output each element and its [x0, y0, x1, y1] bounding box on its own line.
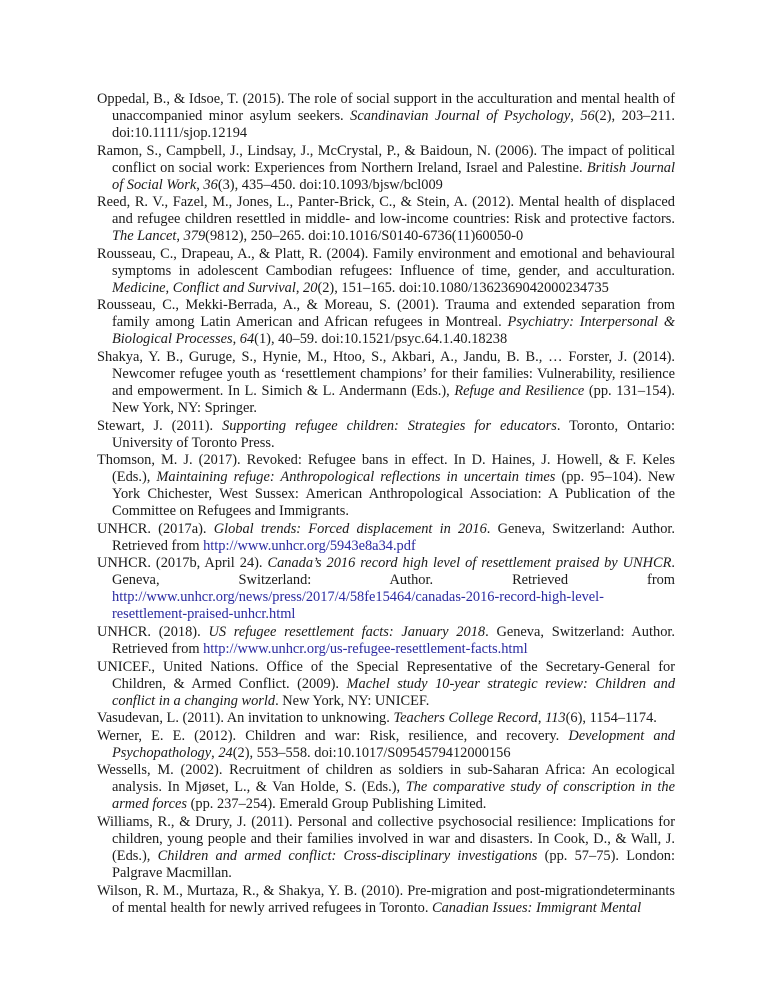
reference-text: ,	[570, 108, 581, 124]
reference-text: (9812), 250–265. doi:10.1016/S0140-6736(11)60050-0	[205, 228, 524, 245]
reference-text: Thomson, M. J. (2017). Revoked: Refugee bans in effect. In D. Haines, J. Howell, & F. Keles (Eds.),	[97, 452, 675, 486]
reference-italic-text: The comparative study of conscription in the armed forces	[112, 779, 675, 813]
reference-italic-text: 64	[239, 331, 255, 348]
reference-entry	[97, 452, 675, 520]
reference-text: (pp. 237–254). Emerald Group Publishing Limited.	[187, 796, 487, 813]
reference-text: UNHCR. (2017a).	[97, 520, 214, 537]
reference-text: ,	[176, 228, 184, 245]
reference-italic-text: 36	[203, 176, 218, 193]
reference-text: (3), 435–450. doi:10.1093/bjsw/bcl009	[217, 176, 443, 193]
reference-text: Stewart, J. (2011).	[97, 417, 223, 434]
reference-text: (2), 151–165. doi:10.1080/1362369042000234735	[317, 279, 609, 296]
reference-entry	[97, 521, 675, 555]
reference-italic-text: 379	[183, 228, 206, 245]
reference-text: (pp. 57–75). London: Palgrave Macmillan.	[112, 847, 675, 881]
reference-text: Rousseau, C., Drapeau, A., & Platt, R. (2004). Family environment and emotional and behavioural symptoms in adolescent Cambodian refugees: Influence of time, gender, and acculturation.	[97, 245, 675, 279]
reference-italic-text: Refuge and Resilience	[454, 382, 585, 399]
reference-entry	[97, 246, 675, 297]
reference-text: . New York, NY: UNICEF.	[275, 692, 430, 709]
reference-text: ,	[211, 744, 219, 761]
reference-italic-text: Children and armed conflict: Cross-disciplinary investigations	[157, 847, 538, 864]
reference-text: (2), 203–211. doi:10.1111/sjop.12194	[112, 108, 676, 141]
reference-entry	[97, 297, 675, 348]
reference-entry	[97, 814, 675, 882]
reference-italic-text: Teachers College Record	[393, 710, 538, 727]
reference-italic-text: Psychiatry: Interpersonal & Biological Processes	[112, 314, 676, 348]
reference-text: . Geneva, Switzerland: Author. Retrieved from	[112, 555, 675, 589]
reference-italic-text: Global trends: Forced displacement in 2016	[213, 520, 487, 537]
reference-text: Ramon, S., Campbell, J., Lindsay, J., McCrystal, P., & Baidoun, N. (2006). The impact of political conflict on social work: Experiences from Northern Ireland, Israel and Palestine.	[97, 142, 675, 176]
reference-italic-text: Canadian Issues: Immigrant Mental	[432, 899, 642, 916]
reference-text: (2), 553–558. doi:10.1017/S0954579412000156	[232, 744, 511, 761]
reference-italic-text: The Lancet	[112, 228, 177, 245]
reference-text: Reed, R. V., Fazel, M., Jones, L., Panter-Brick, C., & Stein, A. (2012). Mental health of displaced and refugee children resettled in middle- and low-income countries: Risk and protective factors.	[97, 194, 675, 228]
reference-text: Wessells, M. (2002). Recruitment of children as soldiers in sub-Saharan Africa: An ecological analysis. In Mjøset, L., & Van Holde, S. (Eds.),	[97, 762, 675, 796]
reference-italic-text: 24	[218, 744, 233, 761]
reference-text: (pp. 131–154). New York, NY: Springer.	[112, 382, 676, 416]
reference-entry	[97, 143, 675, 194]
reference-text: UNHCR. (2017b, April 24).	[97, 555, 268, 572]
reference-entry	[97, 728, 675, 762]
reference-entry	[97, 349, 675, 417]
reference-text: Oppedal, B., & Idsoe, T. (2015). The role of social support in the acculturation and mental health of unaccompanied minor asylum seekers.	[97, 91, 675, 124]
reference-text: ,	[196, 176, 204, 193]
reference-entry	[97, 762, 675, 813]
reference-italic-text: Machel study 10-year strategic review: Children and conflict in a changing world	[112, 675, 676, 709]
reference-text: Wilson, R. M., Murtaza, R., & Shakya, Y. B. (2010). Pre-migration and post-migrationdeterminants of mental health for newly arrived refugees in Toronto.	[97, 882, 675, 916]
reference-text: ,	[295, 279, 304, 296]
reference-text: UNICEF., United Nations. Office of the Special Representative of the Secretary-General for Children, & Armed Conflict. (2009).	[97, 658, 675, 692]
reference-url-link[interactable]: http://www.unhcr.org/news/press/2017/4/58fe15464/canadas-2016-record-high-level-resettlement-praised-unhcr.html	[112, 589, 604, 623]
reference-text: (6), 1154–1174.	[565, 710, 657, 727]
reference-text: Vasudevan, L. (2011). An invitation to unknowing.	[97, 710, 394, 727]
reference-url-link[interactable]: http://www.unhcr.org/us-refugee-resettlement-facts.html	[203, 640, 528, 657]
reference-italic-text: 56	[580, 108, 595, 124]
reference-italic-text: US refugee resettlement facts: January 2018	[208, 623, 486, 640]
reference-text: Werner, E. E. (2012). Children and war: Risk, resilience, and recovery.	[97, 727, 569, 744]
reference-italic-text: Supporting refugee children: Strategies for educators	[222, 417, 557, 434]
reference-entry	[97, 710, 675, 727]
reference-text: Williams, R., & Drury, J. (2011). Personal and collective psychosocial resilience: Implications for children, young people and their families involved in war and disasters. In Cook, D., & Wall, J. (Eds.),	[97, 813, 675, 864]
reference-italic-text: 20	[303, 279, 318, 296]
reference-text: (1), 40–59. doi:10.1521/psyc.64.1.40.18238	[254, 331, 508, 348]
reference-entry	[97, 194, 675, 245]
reference-italic-text: Canada’s 2016 record high level of resettlement praised by UNHCR	[267, 555, 672, 572]
reference-entry	[97, 418, 675, 452]
reference-text: ,	[232, 331, 240, 348]
reference-italic-text: British Journal of Social Work	[112, 159, 675, 193]
reference-text: (pp. 95–104). New York Chichester, West Sussex: American Anthropological Association: A Publication of the Committee on Refugees and Immigrants.	[112, 469, 676, 520]
reference-entry	[97, 883, 675, 917]
reference-entry	[97, 624, 675, 658]
reference-text: UNHCR. (2018).	[97, 623, 209, 640]
reference-text: Rousseau, C., Mekki-Berrada, A., & Moreau, S. (2001). Trauma and extended separation from family among Latin American and African refugees in Montreal.	[97, 297, 675, 331]
reference-text: . Geneva, Switzerland: Author. Retrieved from	[112, 623, 675, 657]
reference-text: Shakya, Y. B., Guruge, S., Hynie, M., Htoo, S., Akbari, A., Jandu, B. B., … Forster, J. (2014). Newcomer refugee youth as ‘resettlement champions’ for their families: Vulnerability, resilience and empowerment. In L. Simich & L. Andermann (Eds.),	[97, 348, 675, 399]
reference-italic-text: Development and Psychopathology	[112, 727, 675, 761]
reference-url-link[interactable]: http://www.unhcr.org/5943e8a34.pdf	[203, 537, 416, 554]
reference-text: . Toronto, Ontario: University of Toronto Press.	[112, 417, 675, 451]
reference-text: . Geneva, Switzerland: Author. Retrieved from	[112, 520, 675, 554]
reference-entry	[97, 659, 675, 710]
reference-entry	[97, 91, 675, 142]
reference-entry	[97, 555, 675, 623]
reference-text: ,	[537, 710, 546, 727]
reference-italic-text: Scandinavian Journal of Psychology	[350, 108, 571, 124]
reference-italic-text: Maintaining refuge: Anthropological reflections in uncertain times	[156, 469, 556, 486]
reference-italic-text: 113	[545, 710, 566, 727]
reference-list	[97, 91, 675, 917]
reference-italic-text: Medicine, Conflict and Survival	[112, 279, 296, 296]
